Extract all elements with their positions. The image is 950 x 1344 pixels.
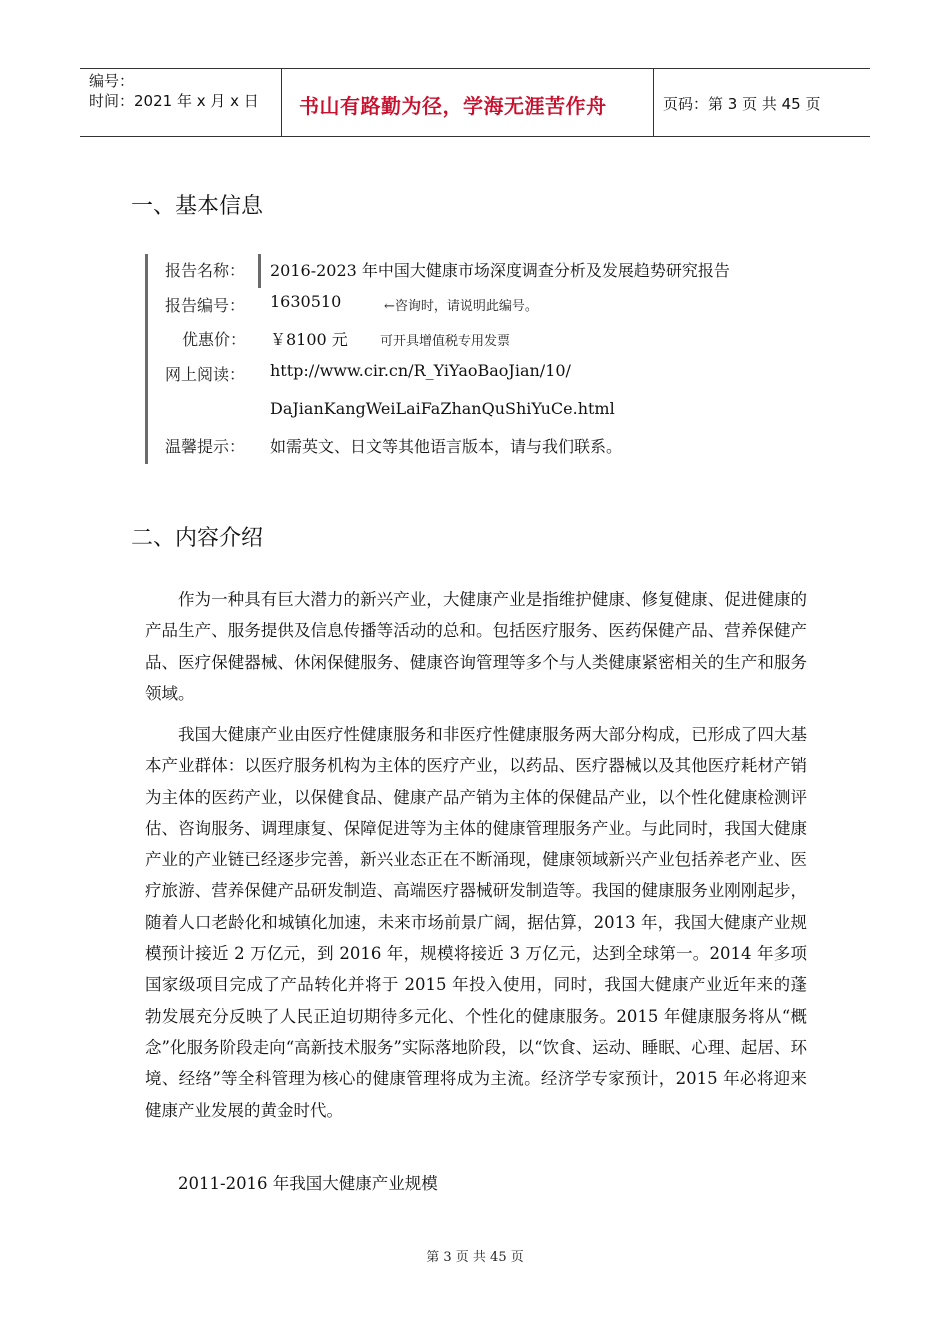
report-name: 2016-2023 年中国大健康市场深度调查分析及发展趋势研究报告: [270, 261, 730, 280]
report-url-line2[interactable]: DaJianKangWeiLaiFaZhanQuShiYuCe.html: [270, 399, 615, 418]
header-divider-right: [653, 68, 654, 136]
price-label: 优惠价：: [182, 330, 247, 349]
header-motto: 书山有路勤为径，学海无涯苦作舟: [299, 94, 607, 118]
footer-page-number: 第 3 页 共 45 页: [426, 1250, 524, 1265]
online-label: 网上阅读：: [165, 365, 246, 384]
report-no: 1630510: [270, 292, 342, 311]
report-name-bar: [258, 254, 261, 288]
price: ￥8100 元: [270, 330, 348, 349]
header-page-label: 页码：第 3 页 共 45 页: [663, 95, 821, 113]
report-name-label: 报告名称：: [165, 261, 246, 280]
header-divider-left: [281, 68, 282, 136]
tip-label: 温馨提示：: [165, 437, 246, 456]
intro-paragraph-2: 我国大健康产业由医疗性健康服务和非医疗性健康服务两大部分构成，已形成了四大基本产业群体：以医疗服务机构为主体的医疗产业，以药品、医疗器械以及其他医疗耗材产销为主体的医药产业，以保健食品、健康产品产销为主体的保健品产业，以个性化健康检测评估、咨询服务、调理康复、保障促进等为主体的健康管理服务产业。与此同时，我国大健康产业的产业链已经逐步完善，新兴业态正在不断涌现，健康领域新兴产业包括养老产业、医疗旅游、营养保健产品研发制造、高端医疗器械研发制造等。我国的健康服务业刚刚起步，随着人口老龄化和城镇化加速，未来市场前景广阔，据估算，2013 年，我国大健康产业规模预计接近 2 万亿元，到 2016 年，规模将接近 3 万亿元，达到全球第一。2014 年多项国家级项目完成了产品转化并将于 2015 年投入使用，同时，我国大健康产业近年来的蓬勃发展充分反映了人民正迫切期待多元化、个性化的健康服务。2015 年健康服务将从“概念”化服务阶段走向“高新技术服务”实际落地阶段，以“饮食、运动、睡眠、心理、起居、环境、经络”等全科管理为核心的健康管理将成为主流。经济学专家预计，2015 年必将迎来健康产业发展的黄金时代。: [145, 725, 807, 1120]
header-time-label: 时间：2021 年 x 月 x 日: [89, 92, 259, 110]
section-title-basic-info: 一、基本信息: [131, 194, 264, 219]
report-no-label: 报告编号：: [165, 296, 246, 315]
report-url-line1[interactable]: http://www.cir.cn/R_YiYaoBaoJian/10/: [270, 361, 571, 380]
report-no-note: ←咨询时，请说明此编号。: [384, 299, 538, 314]
tip-text: 如需英文、日文等其他语言版本，请与我们联系。: [270, 437, 623, 456]
price-note: 可开具增值税专用发票: [380, 334, 511, 349]
header-bottom-rule: [80, 136, 870, 137]
figure-caption: 2011-2016 年我国大健康产业规模: [178, 1174, 438, 1193]
info-left-bar: [145, 254, 148, 464]
intro-paragraph-1: 作为一种具有巨大潜力的新兴产业，大健康产业是指维护健康、修复健康、促进健康的产品生产、服务提供及信息传播等活动的总和。包括医疗服务、医药保健产品、营养保健产品、医疗保健器械、休闲保健服务、健康咨询管理等多个与人类健康紧密相关的生产和服务领域。: [145, 590, 807, 703]
header-top-rule: [80, 68, 870, 69]
section-title-content-intro: 二、内容介绍: [131, 526, 264, 551]
header-number-label: 编号：: [89, 72, 135, 90]
